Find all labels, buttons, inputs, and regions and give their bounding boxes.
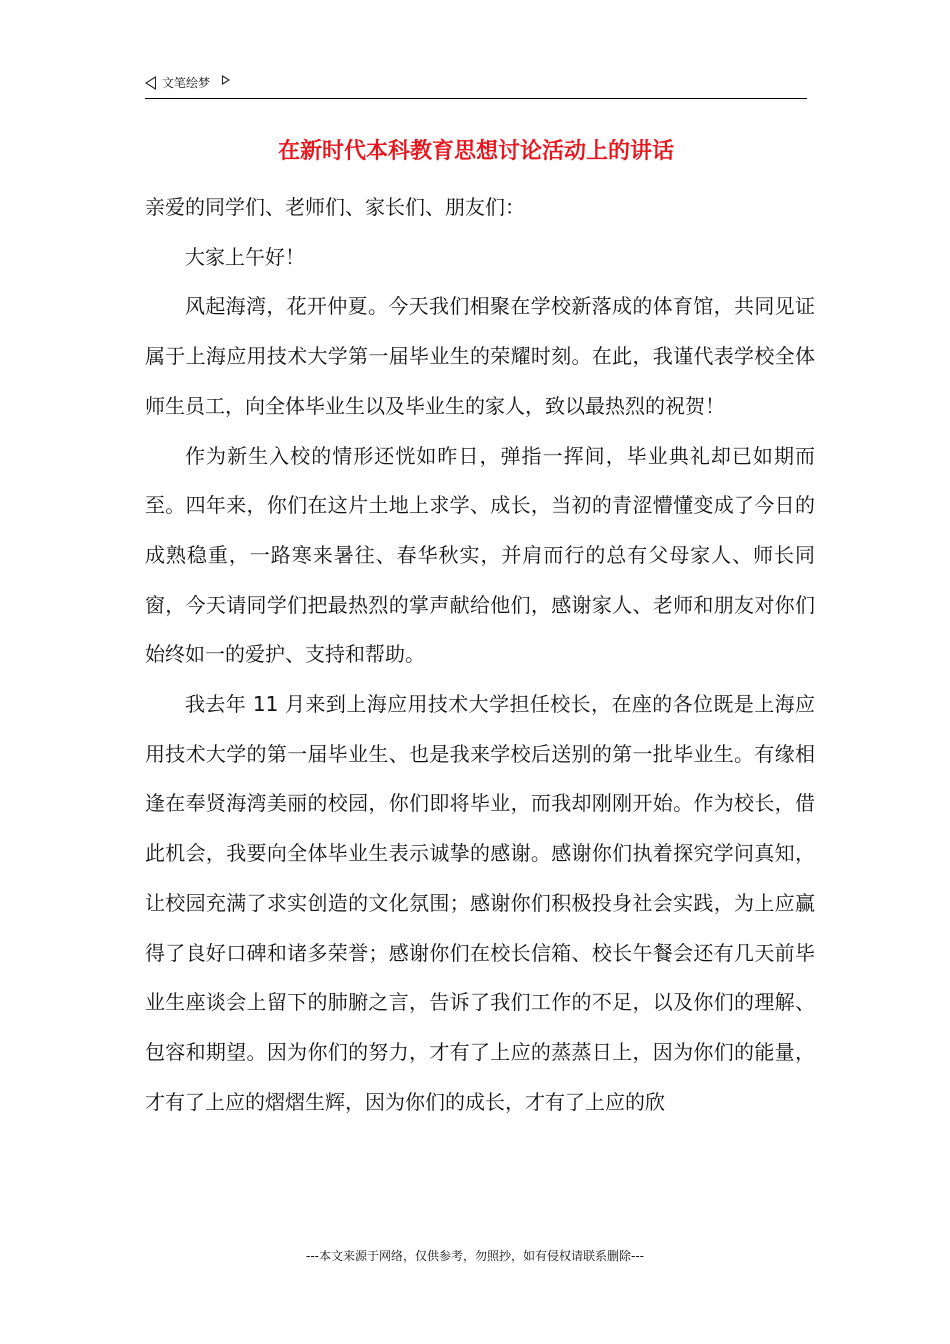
footer-notice: ---本文来源于网络，仅供参考，勿照抄，如有侵权请联系删除--- — [306, 1249, 644, 1263]
paragraph-3: 我去年 11 月来到上海应用技术大学担任校长，在座的各位既是上海应用技术大学的第一届毕业生、也是我来学校后送别的第一批毕业生。有缘相逢在奉贤海湾美丽的校园，你们即将毕业，而我却刚刚开始。作为校长，借此机会，我要向全体毕业生表示诚挚的感谢。感谢你们执着探究学问真知，让校园充满了求实创造的文化氛围；感谢你们积极投身社会实践，为上应赢得了良好口碑和诸多荣誉；感谢你们在校长信箱、校长午餐会还有几天前毕业生座谈会上留下的肺腑之言，告诉了我们工作的不足，以及你们的理解、包容和期望。因为你们的努力，才有了上应的蒸蒸日上，因为你们的能量，才有了上应的熠熠生辉，因为你们的成长，才有了上应的欣 — [145, 692, 815, 1114]
paragraph-2: 作为新生入校的情形还恍如昨日，弹指一挥间，毕业典礼却已如期而至。四年来，你们在这片土地上求学、成长，当初的青涩懵懂变成了今日的成熟稳重，一路寒来暑往、春华秋实，并肩而行的总有父母家人、师长同窗，今天请同学们把最热烈的掌声献给他们，感谢家人、老师和朋友对你们始终如一的爱护、支持和帮助。 — [145, 443, 815, 667]
triangle-right-icon — [222, 75, 230, 85]
triangle-left-icon — [145, 76, 156, 90]
paragraph-1: 风起海湾，花开仲夏。今天我们相聚在学校新落成的体育馆，共同见证属于上海应用技术大学第一届毕业生的荣耀时刻。在此，我谨代表学校全体师生员工，向全体毕业生以及毕业生的家人，致以最热烈的祝贺！ — [145, 294, 815, 418]
document-body — [145, 183, 815, 1127]
salutation: 亲爱的同学们、老师们、家长们、朋友们： — [145, 195, 525, 219]
brand — [145, 74, 230, 92]
page-header — [145, 72, 807, 99]
document-title: 在新时代本科教育思想讨论活动上的讲话 — [277, 139, 674, 164]
brand-name: 文笔绘梦 — [162, 76, 211, 90]
paragraph-greeting: 大家上午好！ — [185, 244, 305, 269]
